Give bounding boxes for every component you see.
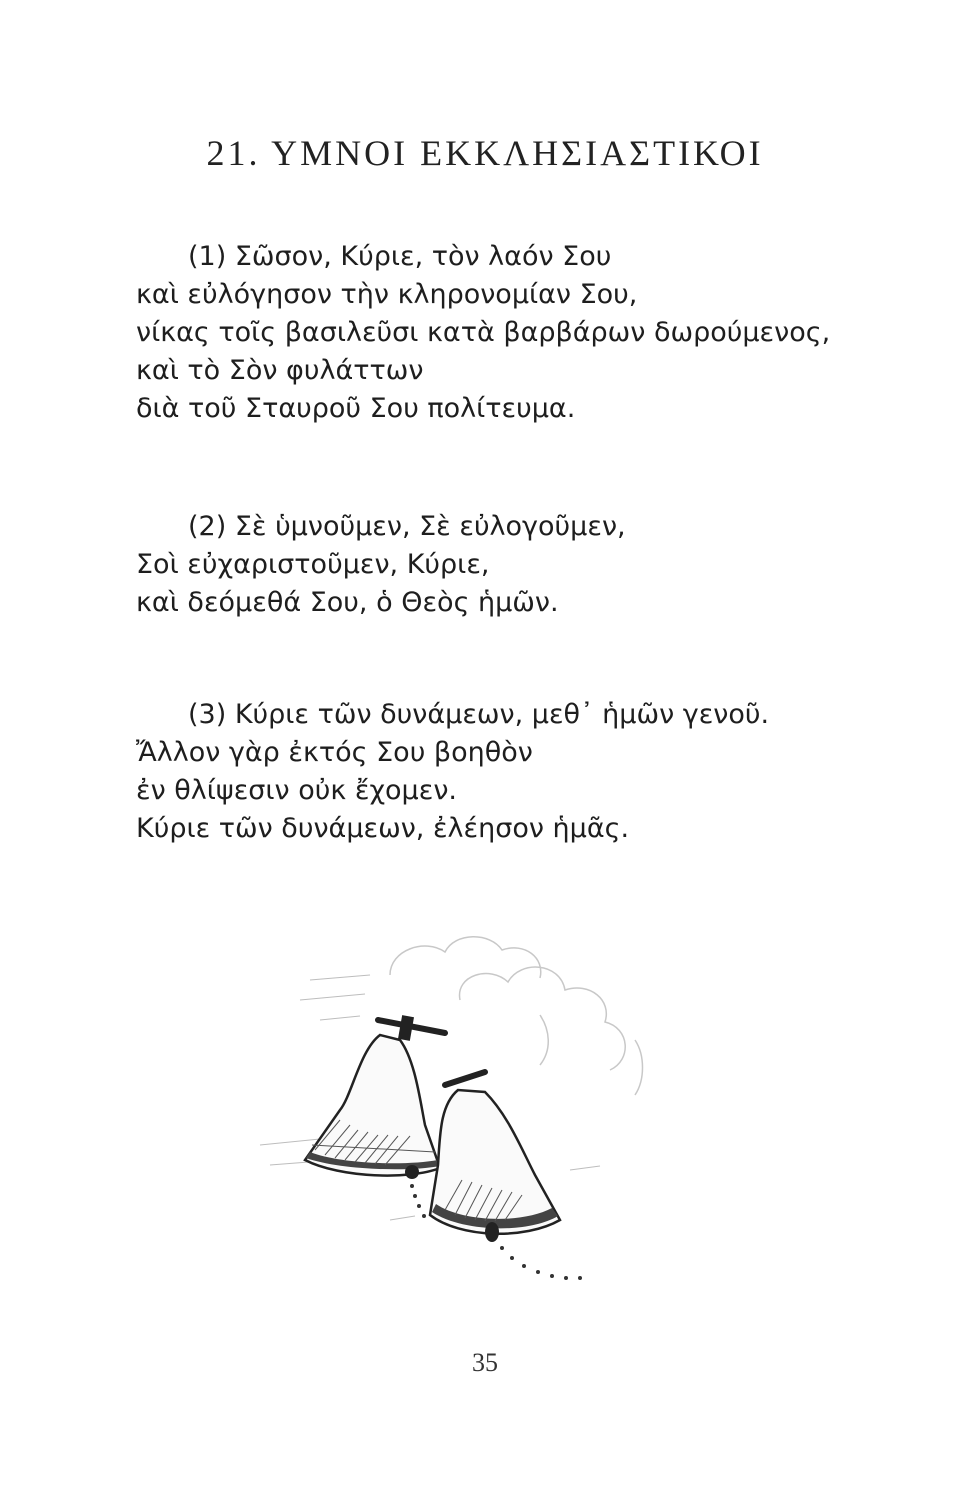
page-title: 21. ΥΜΝΟΙ ΕΚΚΛΗΣΙΑΣΤΙΚΟΙ (206, 133, 764, 173)
page-number: 35 (472, 1348, 498, 1377)
hymn-2-line-3: καὶ δεόμεθά Σου, ὁ Θεὸς ἡμῶν. (136, 587, 559, 618)
right-bell (430, 1072, 582, 1280)
hymn-3-line-1: (3) Κύριε τῶν δυνάμεων, μεθ᾽ ἡμῶν γενοῦ. (188, 699, 770, 730)
hymn-3-line-4: Κύριε τῶν δυνάμεων, ἐλέησον ἡμᾶς. (136, 813, 630, 844)
hymn-1-line-4: καὶ τὸ Σὸν φυλάττων (136, 355, 424, 386)
hymn-1-line-3: νίκας τοῖς βασιλεῦσι κατὰ βαρβάρων δωρούμενος, (136, 317, 831, 348)
hymn-1-line-2: καὶ εὐλόγησον τὴν κληρονομίαν Σου, (136, 279, 638, 310)
hymn-3-line-2: Ἄλλον γὰρ ἐκτός Σου βοηθὸν (136, 737, 533, 768)
hymn-3 (136, 696, 769, 848)
sketch-lines (260, 975, 600, 1220)
left-bell (305, 1015, 445, 1218)
church-bells-icon (240, 920, 690, 1300)
hymn-1-line-5: διὰ τοῦ Σταυροῦ Σου πολίτευμα. (136, 393, 576, 424)
hymn-2-line-1: (2) Σὲ ὑμνοῦμεν, Σὲ εὐλογοῦμεν, (188, 511, 626, 542)
hymn-1-line-1: (1) Σῶσον, Κύριε, τὸν λαόν Σου (188, 241, 612, 272)
hymn-2-line-2: Σοὶ εὐχαριστοῦμεν, Κύριε, (136, 549, 490, 580)
hymn-2 (136, 508, 626, 622)
cloud-outline (390, 937, 643, 1095)
hymn-1 (136, 238, 830, 428)
hymn-3-line-3: ἐν θλίψεσιν οὐκ ἔχομεν. (136, 775, 457, 806)
